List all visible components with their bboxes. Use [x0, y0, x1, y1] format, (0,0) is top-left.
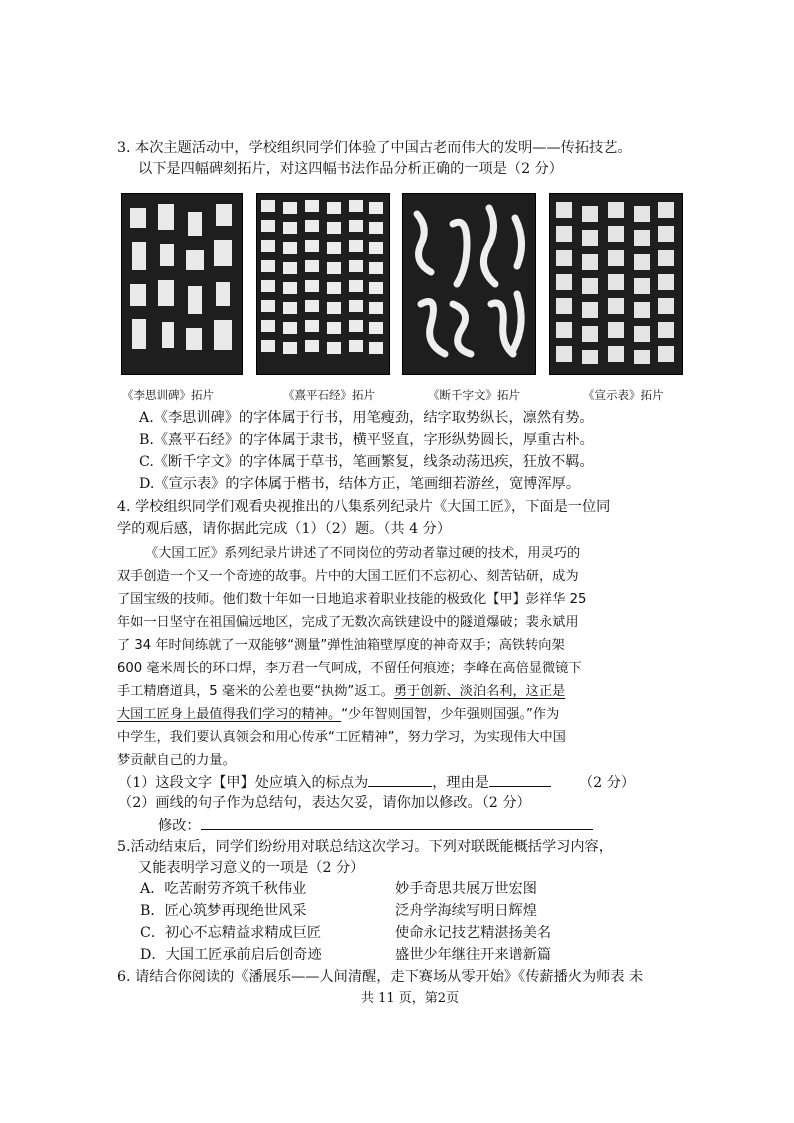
q4-stem-line1: 4. 学校组织同学们观看央视推出的八集系列纪录片《大国工匠》，下面是一位同 [117, 499, 611, 515]
q4-underlined-sentence: 勇于创新、淡泊名利，这正是 [393, 684, 566, 699]
rubbing-caption-3: 《断千字文》拓片 [428, 388, 520, 402]
q4-passage-line: 年如一日坚守在祖国偏远地区，完成了无数次高铁建设中的隧道爆破；裴永斌用 [117, 615, 579, 630]
q4-passage-line: 了国宝级的技师。他们数十年如一日地追求着职业技能的极致化【甲】彭祥华 25 [117, 592, 587, 607]
revise-answer-line[interactable] [201, 815, 593, 830]
q4-revise-label: 修改： [158, 818, 201, 834]
q5-option-b [0, 902, 794, 922]
q6-stem-line1: 6. 请结合你阅读的《潘展乐——人间清醒，走下赛场从零开始》《传薪播火为师表 未 [117, 969, 644, 985]
rubbing-caption-2: 《熹平石经》拓片 [283, 388, 375, 402]
q5-option-a [0, 880, 794, 900]
q3-option-c: C.《断千字文》的字体属于草书，笔画繁复，线条动荡迅疾，狂放不羁。 [139, 454, 594, 470]
q5-option-c [0, 924, 794, 944]
rubbing-image-1 [121, 193, 243, 375]
page-footer: 共 11 页，第2页 [361, 991, 460, 1006]
q3-option-a: A.《李思训碑》的字体属于行书，用笔瘦劲，结字取势纵长，凛然有势。 [139, 410, 594, 426]
rubbing-caption-4: 《宣示表》拓片 [583, 388, 664, 402]
couplet-right: 盛世少年继往开来谱新篇 [395, 947, 552, 963]
rubbing-image-4 [549, 193, 683, 375]
couplet-left: D．大国工匠承前启后创奇迹 [140, 947, 322, 963]
q4-sub1 [118, 772, 635, 792]
q4-passage-line: 双手创造一个又一个奇迹的故事。片中的大国工匠们不忘初心、刻苦钻研，成为 [117, 569, 579, 584]
q4-revise-row [158, 815, 593, 835]
q4-sub1-prompt: （1）这段文字【甲】处应填入的标点为 [118, 775, 369, 791]
couplet-right: 使命永记技艺精湛扬美名 [395, 925, 552, 941]
couplet-left: C．初心不忘精益求精成巨匠 [140, 925, 322, 941]
q4-sub1-reason-label: ，理由是 [432, 775, 489, 791]
q4-passage-text: 手工精磨道具，5 毫米的公差也要“执拗”返工。 [117, 684, 394, 699]
q4-sub2: （2）画线的句子作为总结句，表达欠妥，请你加以修改。（2 分） [118, 795, 531, 811]
rubbing-image-3 [402, 193, 536, 375]
q3-stem-line2: 以下是四幅碑刻拓片，对这四幅书法作品分析正确的一项是（2 分） [138, 161, 563, 177]
q4-passage-line [117, 706, 559, 724]
q3-option-b: B.《熹平石经》的字体属于隶书，横平竖直，字形纵势圆长，厚重古朴。 [139, 432, 594, 448]
q4-passage-line: 600 毫米周长的环口焊，李万君一气呵成，不留任何痕迹；李峰在高倍显微镜下 [117, 661, 582, 676]
punctuation-answer-blank[interactable] [368, 772, 432, 787]
couplet-left: B．匠心筑梦再现绝世风采 [140, 903, 307, 919]
rubbing-image-2 [256, 193, 390, 375]
q4-underlined-sentence: 大国工匠身上最值得我们学习的精神。 [117, 707, 342, 722]
couplet-right: 妙手奇思共展万世宏图 [395, 881, 537, 897]
q5-option-d [0, 946, 794, 966]
rubbing-caption-1: 《李思训碑》拓片 [122, 388, 214, 402]
q5-stem-line1: 5.活动结束后，同学们纷纷用对联总结这次学习。下列对联既能概括学习内容， [117, 839, 613, 855]
q3-option-d: D.《宣示表》的字体属于楷书，结体方正，笔画细若游丝，宽博浑厚。 [139, 476, 581, 492]
q4-passage-line: 中学生，我们要认真领会和用心传承“工匠精神”，努力学习，为实现伟大中国 [117, 730, 566, 745]
couplet-left: A．吃苦耐劳齐筑千秋伟业 [140, 881, 307, 897]
q3-stem-line1: 3. 本次主题活动中，学校组织同学们体验了中国古老而伟大的发明——传拓技艺。 [117, 140, 632, 156]
q5-stem-line2: 又能表明学习意义的一项是（2 分） [138, 860, 365, 876]
q4-passage-line [117, 683, 565, 701]
q4-passage-line: 梦贡献自己的力量。 [117, 753, 236, 768]
q4-passage-line: 《大国工匠》系列纪录片讲述了不同岗位的劳动者靠过硬的技术，用灵巧的 [145, 546, 581, 561]
q4-stem-line2: 学的观后感，请你据此完成（1）（2）题。（共 4 分） [117, 521, 452, 537]
q4-passage-line: 了 34 年时间练就了一双能够“测量”弹性油箱壁厚度的神奇双手；高铁转向架 [117, 638, 565, 653]
q4-passage-text: “少年智则国智，少年强则国强。”作为 [341, 707, 560, 722]
reason-answer-blank[interactable] [489, 772, 551, 787]
couplet-right: 泛舟学海续写明日辉煌 [395, 903, 537, 919]
q4-sub1-score: （2 分） [578, 775, 636, 791]
